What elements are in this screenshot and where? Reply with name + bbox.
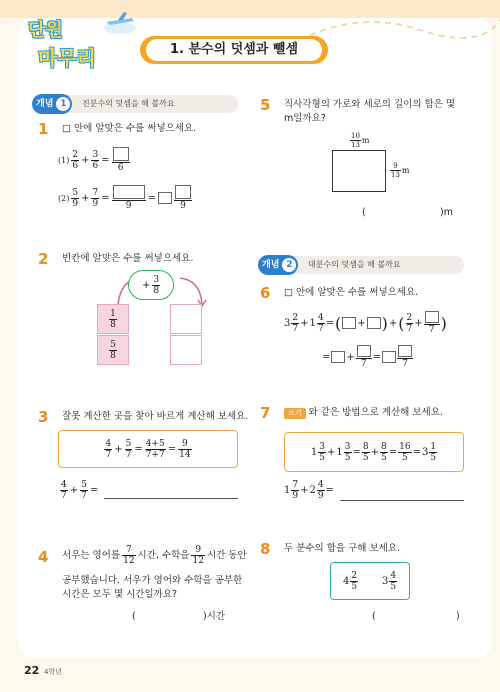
q5-number: 5 — [260, 96, 271, 114]
fraction — [71, 188, 79, 209]
equals-sign: = — [134, 443, 143, 455]
fraction — [125, 439, 133, 460]
plus-sign: + — [81, 154, 90, 166]
numerator: 7 — [92, 187, 99, 198]
plus-sign: + — [114, 443, 123, 455]
q6-text: □ 안에 알맞은 수를 써넣으세요. — [284, 287, 419, 298]
whole-number: 4 — [342, 575, 350, 587]
fraction — [350, 571, 358, 592]
q4-line3: 시간은 모두 몇 시간일까요? — [62, 589, 178, 600]
concept-badge-1 — [32, 94, 72, 114]
answer-box[interactable] — [357, 345, 371, 357]
q8-answer-open: ( — [372, 611, 376, 622]
q2-input-2 — [97, 335, 129, 365]
q1-number: 1 — [38, 120, 49, 138]
q5-answer-field[interactable] — [372, 204, 432, 220]
answer-box[interactable] — [342, 317, 356, 329]
fraction — [317, 480, 325, 501]
numerator: 1 — [110, 308, 116, 319]
concept-bar-2 — [262, 256, 464, 274]
q5-height-label — [390, 162, 410, 179]
denominator: 7 — [428, 325, 435, 335]
answer-box[interactable] — [113, 185, 145, 199]
fraction — [291, 480, 299, 501]
equals-sign: = — [101, 192, 110, 204]
mixed-fraction-1 — [343, 571, 358, 592]
denominator: 6 — [117, 163, 124, 173]
fraction — [91, 150, 99, 171]
whole-number: 1 — [336, 446, 343, 458]
q2-operator-oval — [128, 270, 174, 300]
plus-sign: + — [346, 351, 355, 363]
fraction — [91, 188, 99, 209]
q1-p2-label: (2) — [58, 193, 70, 203]
denominator: 13 — [351, 141, 360, 149]
plus-sign: + — [370, 446, 380, 458]
q4-text-b: 시간, 수학을 — [137, 549, 190, 561]
fraction — [178, 439, 191, 460]
fraction — [104, 439, 112, 460]
fraction — [398, 442, 411, 463]
numerator: 7 — [292, 480, 299, 490]
q4-line1 — [62, 545, 247, 566]
denominator: 9 — [292, 491, 299, 501]
q7-prompt — [284, 406, 443, 420]
q6-line1 — [284, 306, 447, 340]
numerator: 2 — [351, 570, 358, 581]
answer-fraction — [112, 147, 130, 173]
denominator: 5 — [390, 581, 397, 592]
concept-text-1: 진분수의 덧셈을 해 볼까요 — [82, 99, 175, 108]
q7-text: 와 같은 방법으로 계산해 보세요. — [308, 407, 443, 418]
unit-review-badge — [28, 16, 110, 74]
numerator: 3 — [153, 274, 160, 285]
q7-number: 7 — [260, 404, 271, 422]
numerator: 5 — [125, 438, 132, 449]
plus-sign: + — [327, 446, 336, 458]
q5-line2: m일까요? — [284, 113, 326, 124]
fraction — [389, 571, 397, 592]
concept-badge-label: 개념 — [36, 99, 54, 109]
chapter-title-pill — [140, 36, 328, 64]
fraction — [109, 340, 117, 361]
numerator: 4+5 — [145, 438, 165, 449]
q4-line2: 공부했습니다. 서우가 영어와 수학을 공부한 — [62, 575, 243, 586]
concept-text-2: 대분수의 덧셈을 해 볼까요 — [308, 260, 401, 269]
q1-p1 — [58, 142, 130, 178]
concept-bar-1 — [36, 95, 238, 113]
plus-sign: + — [81, 192, 90, 204]
q2-input-1 — [97, 304, 129, 334]
numerator: 5 — [81, 480, 87, 490]
concept-badge-num: 2 — [282, 258, 296, 272]
equals-sign: = — [322, 351, 331, 363]
equals-sign: = — [101, 154, 110, 166]
whole-number: 3 — [421, 446, 429, 458]
q4-number: 4 — [38, 548, 49, 566]
fraction — [80, 480, 88, 501]
denominator: 7 — [406, 323, 413, 334]
unit: m — [401, 166, 410, 175]
denominator: 8 — [110, 319, 116, 330]
denominator: 7 — [105, 449, 112, 460]
denominator: 5 — [362, 452, 369, 463]
plus-sign: + — [357, 317, 366, 329]
equals-sign: = — [325, 317, 334, 329]
whole-number: 2 — [309, 485, 316, 496]
equals-sign: = — [89, 485, 99, 496]
whole-number: 3 — [381, 575, 389, 587]
concept-badge-2 — [258, 255, 298, 275]
denominator: 14 — [179, 449, 191, 460]
equals-sign: = — [325, 485, 334, 496]
equals-sign: = — [352, 446, 361, 458]
answer-box[interactable] — [175, 185, 191, 199]
answer-fraction — [356, 345, 372, 369]
example-tag: 보기 — [284, 408, 306, 419]
denominator: 9 — [180, 201, 186, 211]
q8-number: 8 — [260, 540, 271, 558]
plus-sign: + — [388, 317, 398, 329]
denominator: 7 — [125, 449, 132, 460]
fraction — [362, 442, 370, 463]
fraction — [60, 480, 68, 501]
numerator: 2 — [406, 312, 413, 323]
numerator: 8 — [381, 441, 387, 452]
answer-box[interactable] — [425, 311, 439, 323]
q2-output-2[interactable] — [170, 335, 202, 365]
numerator: 16 — [399, 441, 411, 452]
denominator: 7 — [317, 323, 324, 334]
answer-box[interactable] — [158, 192, 172, 204]
denominator: 12 — [123, 556, 135, 566]
fraction — [317, 313, 325, 334]
q7-problem — [284, 480, 334, 501]
numerator: 4 — [317, 312, 324, 323]
chapter-title: 1. 분수의 덧셈과 뺄셈 — [146, 39, 322, 61]
q4-answer-open: ( — [132, 611, 136, 622]
denominator: 8 — [153, 285, 160, 296]
mixed-fraction-2 — [382, 571, 397, 592]
equals-sign: = — [167, 443, 177, 455]
badge-line1: 단원 — [28, 20, 63, 41]
denominator: 5 — [351, 581, 358, 592]
denominator: 6 — [92, 160, 99, 171]
fraction — [109, 309, 117, 330]
q4-text-c: 시간 동안 — [206, 549, 247, 561]
rectangle-shape — [332, 150, 386, 192]
denominator: 5 — [381, 452, 387, 463]
q3-answer-line[interactable] — [104, 498, 238, 499]
fraction — [344, 442, 352, 463]
fraction — [318, 442, 326, 463]
q8-answer-field[interactable] — [382, 608, 442, 624]
dashed-path-decoration — [300, 0, 500, 60]
plus-sign: + — [300, 485, 309, 496]
answer-box[interactable] — [367, 317, 381, 329]
numerator: 1 — [430, 441, 437, 452]
q4-answer-close: )시간 — [203, 611, 226, 622]
q4-text-a: 서우는 영어를 — [62, 549, 121, 561]
numerator: 3 — [92, 149, 99, 160]
q3-wrong-calculation — [58, 430, 238, 468]
q8-text: 두 분수의 합을 구해 보세요. — [284, 543, 401, 554]
numerator: 4 — [61, 480, 67, 490]
denominator: 7 — [61, 491, 67, 501]
plus-sign: + — [69, 485, 79, 496]
fraction — [152, 275, 160, 296]
q4-answer-field[interactable] — [140, 608, 200, 624]
fraction — [406, 313, 414, 334]
answer-fraction — [424, 311, 440, 335]
denominator: 5 — [344, 452, 351, 463]
denominator: 7+7 — [145, 449, 165, 460]
whole-number: 1 — [310, 446, 318, 458]
answer-fraction — [174, 185, 192, 211]
answer-box[interactable] — [331, 351, 345, 363]
concept-badge-num: 1 — [56, 97, 70, 111]
fraction — [191, 545, 204, 566]
badge-line2: 마무리 — [38, 46, 96, 70]
denominator: 9 — [125, 201, 132, 211]
numerator: 9 — [390, 162, 401, 171]
open-paren: ( — [335, 313, 342, 333]
numerator: 4 — [105, 438, 112, 449]
plus-sign: + — [414, 317, 423, 329]
denominator: 7 — [81, 491, 87, 501]
open-paren: ( — [398, 313, 405, 333]
numerator: 8 — [362, 441, 369, 452]
fraction — [71, 150, 79, 171]
denominator: 5 — [402, 452, 408, 463]
numerator: 9 — [191, 545, 204, 556]
q5-width-label — [350, 132, 370, 149]
denominator: 13 — [391, 171, 400, 179]
q2-number: 2 — [38, 250, 49, 268]
equals-sign: = — [388, 446, 398, 458]
q5-line1: 직사각형의 가로와 세로의 길이의 합은 몇 — [284, 99, 456, 110]
whole-number: 1 — [284, 485, 291, 496]
numerator: 7 — [122, 545, 135, 556]
denominator: 9 — [92, 198, 99, 209]
fraction — [429, 442, 437, 463]
answer-fraction — [397, 345, 413, 369]
plus-sign: + — [141, 279, 151, 291]
equals-sign: = — [372, 351, 382, 363]
denominator: 5 — [430, 452, 437, 463]
denominator: 7 — [292, 323, 299, 334]
denominator: 8 — [110, 350, 116, 361]
numerator: 3 — [344, 441, 351, 452]
numerator: 10 — [351, 132, 360, 140]
q3-text: 잘못 계산한 곳을 찾아 바르게 계산해 보세요. — [62, 411, 249, 422]
numerator: 2 — [72, 149, 79, 160]
answer-box[interactable] — [398, 345, 412, 357]
numerator: 4 — [317, 480, 324, 490]
denominator: 9 — [317, 491, 324, 501]
answer-box[interactable] — [382, 351, 396, 363]
q3-retry — [60, 480, 98, 501]
answer-fraction — [112, 185, 146, 211]
q2-output-1[interactable] — [170, 304, 202, 334]
equals-sign: = — [147, 192, 156, 204]
q1-p2 — [58, 180, 192, 216]
plus-sign: + — [300, 317, 309, 329]
q8-answer-close: ) — [456, 611, 460, 622]
close-paren: ) — [381, 313, 388, 333]
fraction — [145, 439, 166, 460]
whole-number: 1 — [309, 317, 316, 329]
q5-answer-close: )m — [440, 207, 453, 218]
grade-label: 4학년 — [44, 668, 62, 676]
denominator: 6 — [72, 160, 79, 171]
fraction — [350, 132, 361, 149]
fraction — [390, 162, 401, 179]
fraction — [291, 313, 299, 334]
q6-line2 — [322, 340, 413, 374]
q7-example-box — [284, 432, 464, 472]
numerator: 3 — [319, 441, 325, 452]
q6-number: 6 — [260, 284, 271, 302]
denominator: 5 — [319, 452, 325, 463]
q1-p1-label: (1) — [58, 155, 70, 165]
answer-box[interactable] — [113, 147, 129, 161]
numerator: 9 — [178, 439, 191, 450]
denominator: 9 — [72, 198, 79, 209]
whole-number: 3 — [284, 317, 291, 329]
numerator: 2 — [292, 312, 299, 323]
page-number: 22 — [24, 664, 40, 677]
equals-sign: = — [412, 446, 421, 458]
q7-answer-line[interactable] — [340, 500, 464, 501]
q2-text: 빈칸에 알맞은 수를 써넣으세요. — [62, 253, 194, 264]
denominator: 12 — [192, 556, 204, 566]
q5-answer-open: ( — [362, 207, 366, 218]
numerator: 5 — [72, 187, 79, 198]
q8-fraction-box — [330, 562, 410, 600]
q3-number: 3 — [38, 408, 49, 426]
denominator: 7 — [402, 359, 409, 369]
numerator: 5 — [110, 339, 116, 350]
concept-badge-label: 개념 — [262, 260, 280, 270]
denominator: 7 — [360, 359, 367, 369]
fraction — [380, 442, 388, 463]
numerator: 4 — [390, 570, 397, 581]
close-paren: ) — [440, 313, 447, 333]
q1-text: □ 안에 알맞은 수를 써넣으세요. — [62, 123, 197, 134]
unit: m — [361, 136, 370, 145]
fraction — [122, 545, 135, 566]
